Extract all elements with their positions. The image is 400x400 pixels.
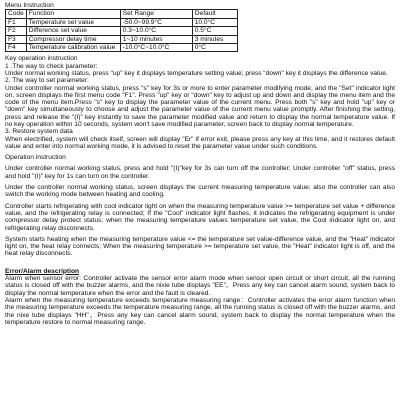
- menu-table: [5, 9, 238, 52]
- operation-heating-text: System starts heating when the measuring temperature value <= the temperature set value-difference value, and the "Heat" indicator light on, the heat relay connects; When the measuring temperature >= temperature set value, the "Heat" indicator light is off, and the heat relay disconnects.: [5, 235, 395, 258]
- set-parameter-text: Under controller normal working status, press "s" key for 3s or more to enter parameter modifying mode, and the "Set" indicator light on, screen displays the first menu code "F1". Press "up" key or "down" key to adjust up and down and display the menu item and the code of the menu item.Press "s" key to display the parameter value of the current menu. Press both "s" key and hold "up" key or "down" key simultaneously to choose and adjust the parameter value of the current menu value promptly. After finishing the setting, press and release the "(I)" key instantly to save the parameter modified value and return to display the normal temperature value. If no key operation within 10 seconds, system won't save modified parameter, screen back to display normal temperature.: [5, 84, 395, 128]
- cell-default: 0°C: [192, 43, 237, 51]
- column-header-code: Code: [6, 10, 27, 18]
- table-row: [6, 35, 238, 43]
- operation-power-text: Under controller normal working status, press and hold "(I)"key for 3s can turn off the controller; Under controller "off" status, press and hold "(I)" key for 1s can turn on the controller.: [5, 165, 395, 180]
- cell-code: F3: [6, 35, 27, 43]
- cell-default: 3 minutes: [192, 35, 237, 43]
- cell-default: 0.5°C: [192, 27, 237, 35]
- cell-range: 0.3~10.0°C: [120, 27, 192, 35]
- cell-function: Temperature calibration value: [26, 43, 120, 51]
- menu-table-header: [6, 10, 238, 18]
- operation-cooling-text: Controller starts refrigerating with cool indicator light on when the measuring temperature value >= temperature set value + difference value, and the refrigerating relay is connected; If the "Cool" indicator light flashes, it indicates the refrigerating equipment is under compressor delay protect status; when the measuring temperature values temperature set value, the Cool indicator light on, and refrigerating relay disconnects.: [5, 202, 395, 232]
- cell-default: 10.0°C: [192, 18, 237, 26]
- cell-range: -10.0°C~10.0°C: [120, 43, 192, 51]
- sensor-error-text: Alarm when sensor error: Controller activate the sensor error alarm mode when sensor open circuit or short circuit, all the running status is closed off with the buzzer alarms, and the nixie tube displays "EE"。Press any key can cancel alarm sound, system back to display the normal temperature when the error and the fault is cleared.: [5, 275, 395, 297]
- cell-code: F4: [6, 43, 27, 51]
- cell-range: -50.0~99.9°C: [120, 18, 192, 26]
- cell-function: Difference set value: [26, 27, 120, 35]
- cell-code: F2: [6, 27, 27, 35]
- operation-mode-text: Under the controller normal working status, screen displays the current measuring temperature value; also the controller can also switch the working mode between heating and cooling.: [5, 184, 395, 199]
- column-header-default: Default: [192, 10, 237, 18]
- range-alarm-text: Alarm when the measuring temperature exceeds temperature measuring range：Controller activates the error alarm function when the measuring temperature exceeds the temperature measuring range, all the running status is closed off with the buzzer alarms, and the nixe tube displays "HH"。Press any key can cancel alarm sound, system back to display the normal temperature when the temperature restore to normal measuring range.: [5, 296, 395, 326]
- cell-range: 1~10 minutes: [120, 35, 192, 43]
- column-header-set-range: Set Range: [120, 10, 192, 18]
- check-parameter-heading: 1 .The way to check parameter:: [5, 62, 98, 70]
- restore-text: When electrified, system will check itself, screen will display "Er" if error exit, please press any key at this time, and it restores default value and enter into normal working mode, it is advised to reset the parameter value under such conditions.: [5, 135, 395, 150]
- column-header-function: Function: [26, 10, 120, 18]
- menu-instruction-title: Menu Instruction: [5, 2, 54, 9]
- key-operation-title: Key operation instruction: [5, 55, 78, 63]
- cell-function: Temperature set value: [26, 18, 120, 26]
- table-row: [6, 18, 238, 26]
- table-row: [6, 43, 238, 51]
- cell-code: F1: [6, 18, 27, 26]
- set-parameter-heading: 2. The way to set parameter:: [5, 77, 89, 85]
- table-row: [6, 27, 238, 35]
- cell-function: Compressor delay time: [26, 35, 120, 43]
- check-parameter-text: Under normal working status, press "up" key it displays temperature setting value; press "down" key it displays the difference value.: [5, 69, 388, 77]
- restore-heading: 3. Restore system data: [5, 128, 73, 136]
- operation-title: Operation instruction: [5, 154, 66, 162]
- error-alarm-title: Error/Alarm description: [5, 267, 80, 275]
